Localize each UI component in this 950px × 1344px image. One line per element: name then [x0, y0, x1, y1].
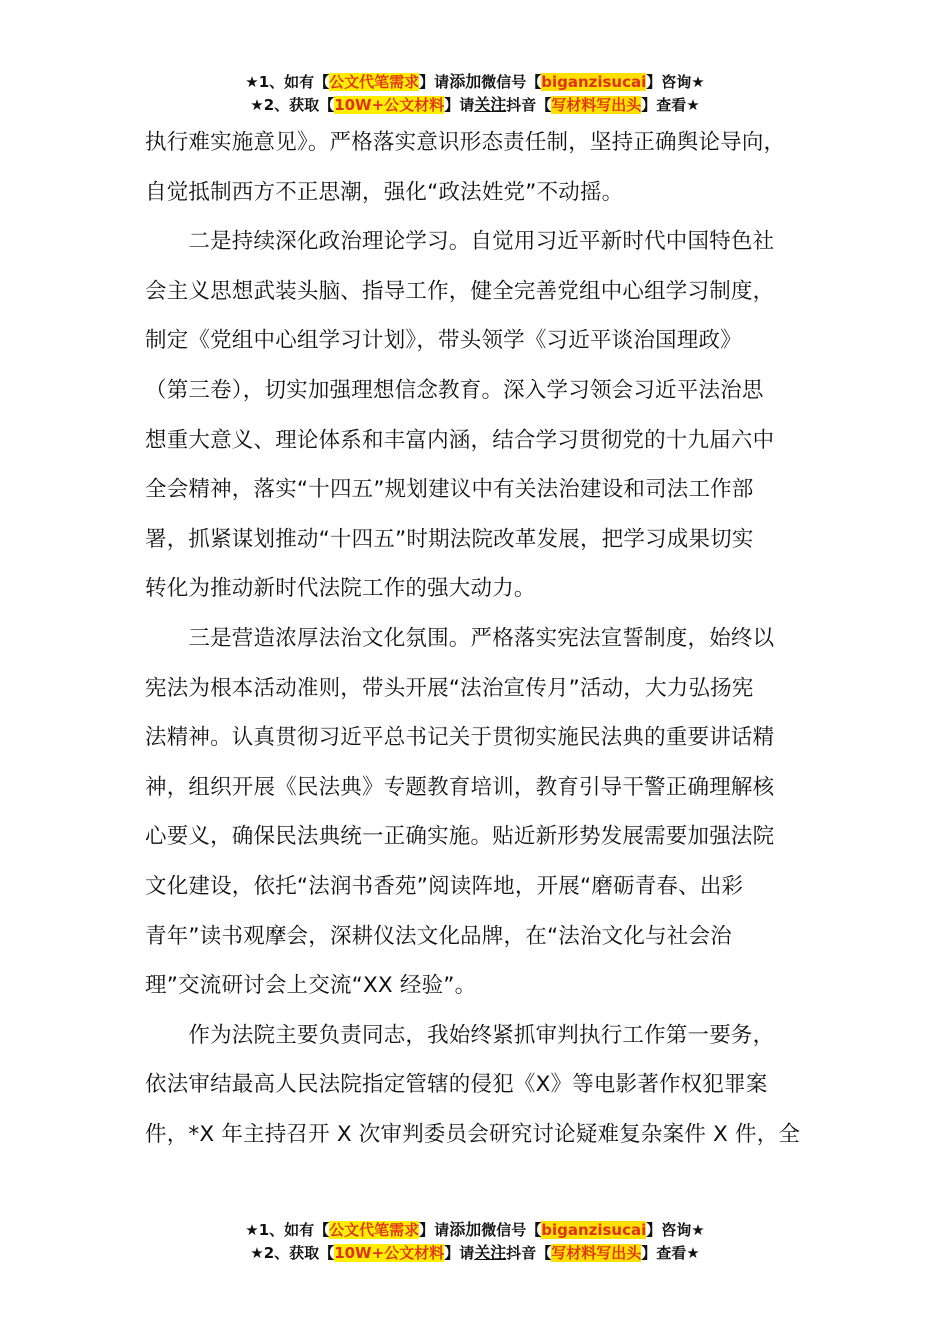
highlight-service: 公文代笔需求	[329, 1221, 420, 1239]
highlight-wechat-id: biganzisucai	[541, 73, 647, 91]
body-line: 三是营造浓厚法治文化氛围。严格落实宪法宣誓制度，始终以	[145, 625, 775, 651]
banner-text: 】咨询★	[646, 1221, 705, 1239]
body-line: 青年”读书观摩会，深耕仪法文化品牌，在“法治文化与社会治	[145, 923, 732, 949]
footer-banner	[0, 1218, 950, 1264]
body-line: 法精神。认真贯彻习近平总书记关于贯彻实施民法典的重要讲话精	[145, 725, 775, 751]
banner-emphasis: 添加	[449, 72, 482, 91]
banner-text: ★1、如有【	[245, 1221, 330, 1239]
body-line: 心要义，确保民法典统一正确实施。贴近新形势发展需要加强法院	[145, 824, 775, 850]
body-line: 作为法院主要负责同志，我始终紧抓审判执行工作第一要务，	[145, 1022, 775, 1048]
header-banner	[0, 70, 950, 116]
body-line: 自觉抵制西方不正思潮，强化“政法姓党”不动摇。	[145, 179, 624, 205]
banner-line-2	[0, 93, 950, 116]
highlight-service: 公文代笔需求	[329, 73, 420, 91]
banner-text: 】请	[419, 73, 450, 91]
highlight-douyin-id: 写材料写出头	[551, 1244, 642, 1262]
banner-text: 】请	[419, 1221, 450, 1239]
banner-text: 抖音【	[506, 96, 552, 114]
banner-emphasis: 关注	[474, 1243, 507, 1262]
body-line: 制定《党组中心组学习计划》，带头领学《习近平谈治国理政》	[145, 328, 742, 354]
body-line: 全会精神，落实“十四五”规划建议中有关法治建设和司法工作部	[145, 477, 754, 503]
body-line: 二是持续深化政治理论学习。自觉用习近平新时代中国特色社	[145, 229, 775, 255]
body-line: 理”交流研讨会上交流“XX 经验”。	[145, 973, 477, 999]
body-line: 神，组织开展《民法典》专题教育培训，教育引导干警正确理解核	[145, 774, 775, 800]
body-line: 文化建设，依托“法润书香苑”阅读阵地，开展“磨砺青春、出彩	[145, 873, 744, 899]
banner-text: 】请	[444, 96, 475, 114]
banner-text: 抖音【	[506, 1244, 552, 1262]
document-body	[145, 118, 817, 1159]
body-line: 署，抓紧谋划推动“十四五”时期法院改革发展，把学习成果切实	[145, 526, 754, 552]
highlight-materials: 10W+公文材料	[334, 96, 445, 114]
banner-text: 微信号【	[481, 73, 542, 91]
banner-text: 】查看★	[641, 96, 700, 114]
body-line: 转化为推动新时代法院工作的强大动力。	[145, 576, 536, 602]
body-line: 宪法为根本活动准则，带头开展“法治宣传月”活动，大力弘扬宪	[145, 675, 754, 701]
body-line: （第三卷），切实加强理想信念教育。深入学习领会习近平法治思	[145, 377, 764, 403]
body-line: 件，*X 年主持召开 X 次审判委员会研究讨论疑难复杂案件 X 件，全	[145, 1121, 801, 1147]
banner-text: 微信号【	[481, 1221, 542, 1239]
body-line: 依法审结最高人民法院指定管辖的侵犯《X》等电影著作权犯罪案	[145, 1072, 768, 1098]
banner-line-1	[0, 1218, 950, 1241]
body-line: 想重大意义、理论体系和丰富内涵，结合学习贯彻党的十九届六中	[145, 427, 775, 453]
banner-text: ★2、获取【	[250, 96, 335, 114]
banner-emphasis: 添加	[449, 1220, 482, 1239]
banner-text: 】咨询★	[646, 73, 705, 91]
banner-emphasis: 关注	[474, 95, 507, 114]
banner-text: 】请	[444, 1244, 475, 1262]
banner-line-1	[0, 70, 950, 93]
banner-line-2	[0, 1241, 950, 1264]
body-line: 会主义思想武装头脑、指导工作，健全完善党组中心组学习制度，	[145, 278, 775, 304]
banner-text: ★1、如有【	[245, 73, 330, 91]
highlight-materials: 10W+公文材料	[334, 1244, 445, 1262]
banner-text: 】查看★	[641, 1244, 700, 1262]
highlight-douyin-id: 写材料写出头	[551, 96, 642, 114]
highlight-wechat-id: biganzisucai	[541, 1221, 647, 1239]
body-line: 执行难实施意见》。严格落实意识形态责任制，坚持正确舆论导向，	[145, 130, 786, 155]
banner-text: ★2、获取【	[250, 1244, 335, 1262]
